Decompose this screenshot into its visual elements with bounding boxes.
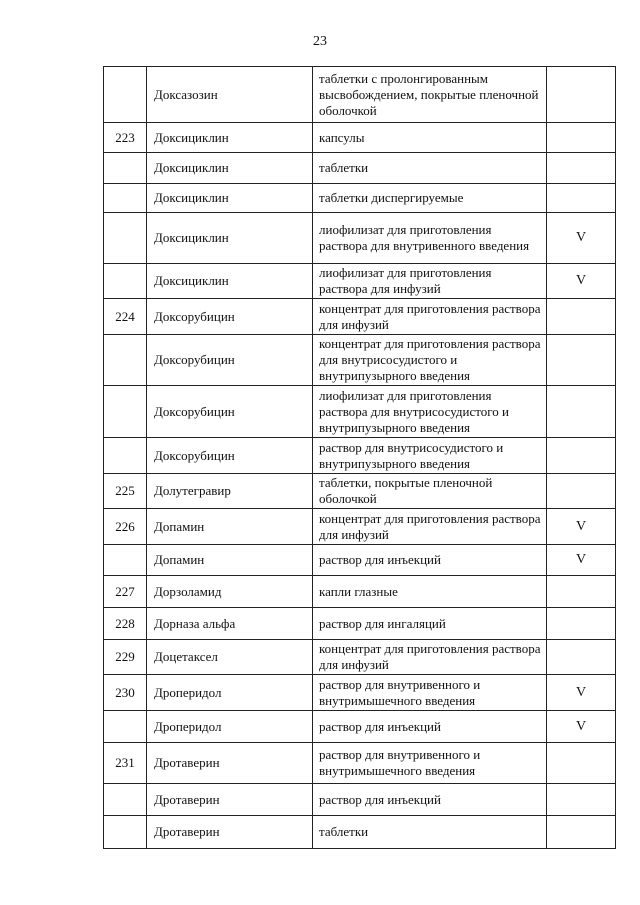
vital-mark-cell [547,335,616,386]
vital-mark-cell: V [547,675,616,711]
table-row [104,335,616,386]
drug-name-cell: Дротаверин [147,784,313,816]
drug-name-cell: Доксорубицин [147,299,313,335]
drug-name-cell: Дорзоламид [147,576,313,608]
drug-name-cell: Доксициклин [147,184,313,213]
row-number-cell [104,438,147,474]
dosage-form-cell: раствор для ингаляций [313,608,547,640]
drug-name-cell: Дроперидол [147,675,313,711]
dosage-form-cell: концентрат для приготовления раствора для инфузий [313,299,547,335]
row-number-cell: 229 [104,640,147,675]
vital-mark-cell [547,576,616,608]
row-number-cell [104,386,147,438]
row-number-cell [104,213,147,264]
drug-name-cell: Долутегравир [147,474,313,509]
drug-name-cell: Доксициклин [147,153,313,184]
vital-mark-cell [547,299,616,335]
dosage-form-cell: таблетки с пролонгированным высвобождением, покрытые пленочной оболочкой [313,67,547,123]
row-number-cell: 227 [104,576,147,608]
vital-mark-cell: V [547,545,616,576]
dosage-form-cell: капсулы [313,123,547,153]
drug-name-cell: Дротаверин [147,743,313,784]
row-number-cell: 230 [104,675,147,711]
row-number-cell [104,711,147,743]
row-number-cell: 224 [104,299,147,335]
vital-mark-cell [547,816,616,849]
row-number-cell: 228 [104,608,147,640]
dosage-form-cell: лиофилизат для приготовления раствора для внутривенного введения [313,213,547,264]
drug-name-cell: Дорназа альфа [147,608,313,640]
table-row [104,509,616,545]
drug-name-cell: Доксорубицин [147,335,313,386]
table-row [104,474,616,509]
vital-mark-cell [547,123,616,153]
row-number-cell [104,335,147,386]
dosage-form-cell: концентрат для приготовления раствора для инфузий [313,509,547,545]
table-row [104,743,616,784]
vital-mark-cell [547,608,616,640]
vital-mark-cell [547,67,616,123]
drug-name-cell: Доцетаксел [147,640,313,675]
drug-name-cell: Доксорубицин [147,438,313,474]
drug-name-cell: Допамин [147,509,313,545]
row-number-cell [104,264,147,299]
dosage-form-cell: лиофилизат для приготовления раствора для инфузий [313,264,547,299]
dosage-form-cell: раствор для внутрисосудистого и внутрипузырного введения [313,438,547,474]
vital-mark-cell: V [547,213,616,264]
vital-mark-cell [547,184,616,213]
table-row [104,545,616,576]
drug-name-cell: Дротаверин [147,816,313,849]
dosage-form-cell: таблетки диспергируемые [313,184,547,213]
dosage-form-cell: раствор для внутривенного и внутримышечного введения [313,675,547,711]
table-row [104,264,616,299]
drug-name-cell: Доксициклин [147,264,313,299]
table-row [104,299,616,335]
drug-name-cell: Дроперидол [147,711,313,743]
vital-mark-cell [547,386,616,438]
vital-mark-cell [547,640,616,675]
dosage-form-cell: лиофилизат для приготовления раствора для внутрисосудистого и внутрипузырного введения [313,386,547,438]
row-number-cell [104,67,147,123]
row-number-cell: 225 [104,474,147,509]
row-number-cell: 231 [104,743,147,784]
row-number-cell: 226 [104,509,147,545]
dosage-form-cell: раствор для инъекций [313,784,547,816]
row-number-cell: 223 [104,123,147,153]
drug-table [103,66,616,849]
vital-mark-cell: V [547,264,616,299]
table-row [104,640,616,675]
table-row [104,184,616,213]
vital-mark-cell: V [547,711,616,743]
drug-name-cell: Доксициклин [147,213,313,264]
dosage-form-cell: концентрат для приготовления раствора для инфузий [313,640,547,675]
vital-mark-cell: V [547,509,616,545]
table-row [104,123,616,153]
row-number-cell [104,153,147,184]
table-row [104,386,616,438]
row-number-cell [104,784,147,816]
dosage-form-cell: таблетки [313,816,547,849]
drug-name-cell: Доксициклин [147,123,313,153]
vital-mark-cell [547,438,616,474]
drug-table-body [104,67,616,849]
dosage-form-cell: раствор для инъекций [313,711,547,743]
dosage-form-cell: таблетки [313,153,547,184]
table-row [104,153,616,184]
dosage-form-cell: концентрат для приготовления раствора для внутрисосудистого и внутрипузырного введения [313,335,547,386]
dosage-form-cell: капли глазные [313,576,547,608]
dosage-form-cell: таблетки, покрытые пленочной оболочкой [313,474,547,509]
dosage-form-cell: раствор для инъекций [313,545,547,576]
row-number-cell [104,545,147,576]
row-number-cell [104,816,147,849]
table-row [104,608,616,640]
page-number: 23 [313,34,327,49]
table-row [104,816,616,849]
vital-mark-cell [547,784,616,816]
table-row [104,67,616,123]
drug-name-cell: Доксазозин [147,67,313,123]
table-row [104,711,616,743]
dosage-form-cell: раствор для внутривенного и внутримышечного введения [313,743,547,784]
table-row [104,784,616,816]
drug-name-cell: Допамин [147,545,313,576]
drug-name-cell: Доксорубицин [147,386,313,438]
table-row [104,675,616,711]
vital-mark-cell [547,474,616,509]
table-row [104,213,616,264]
row-number-cell [104,184,147,213]
table-row [104,438,616,474]
vital-mark-cell [547,153,616,184]
vital-mark-cell [547,743,616,784]
table-row [104,576,616,608]
